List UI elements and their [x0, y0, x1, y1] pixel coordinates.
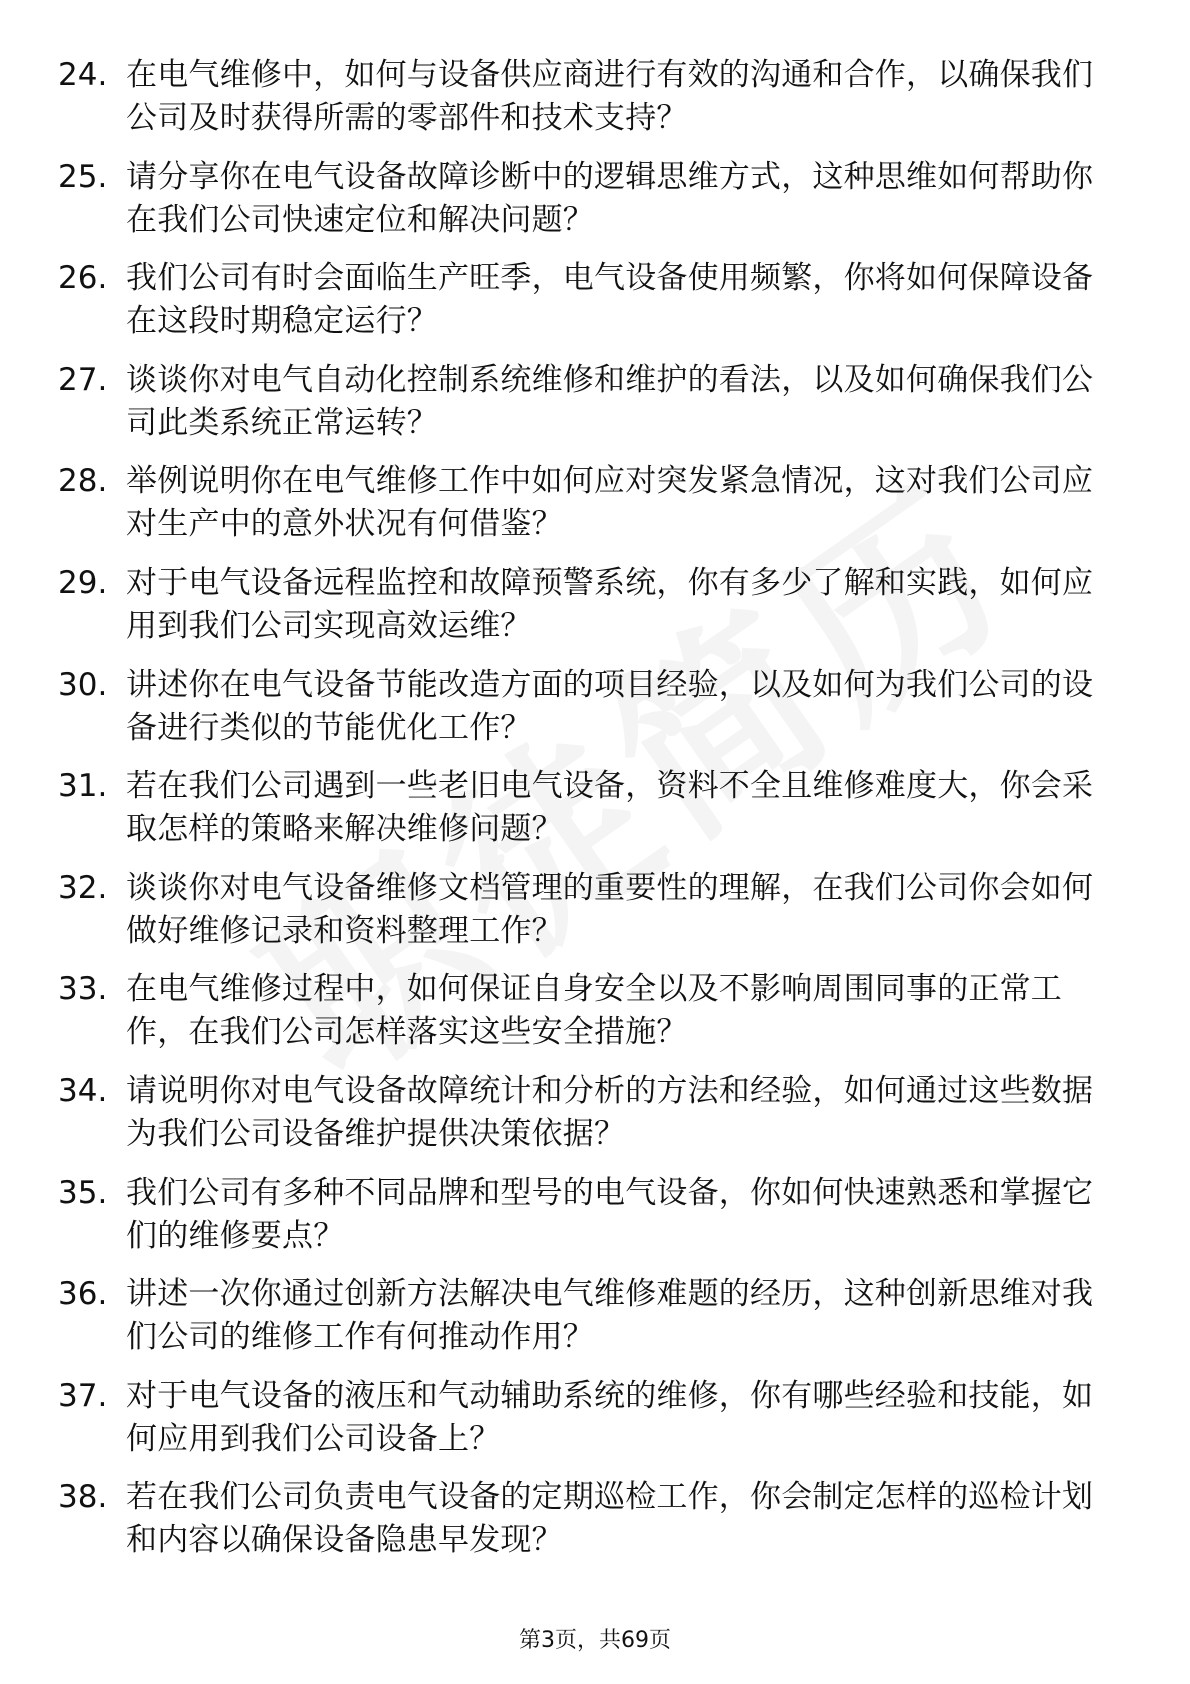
question-number: 30.: [58, 666, 108, 703]
question-text: 我们公司有多种不同品牌和型号的电气设备，你如何快速熟悉和掌握它们的维修要点？: [126, 1174, 1094, 1254]
question-text: 若在我们公司遇到一些老旧电气设备，资料不全且维修难度大，你会采取怎样的策略来解决维修问题？: [126, 768, 1094, 848]
question-number: 33.: [58, 971, 108, 1008]
question-number: 26.: [58, 260, 108, 297]
question-item: [58, 257, 1118, 359]
question-number: 32.: [58, 869, 108, 906]
question-text: 请说明你对电气设备故障统计和分析的方法和经验，如何通过这些数据为我们公司设备维护提供决策依据？: [126, 1072, 1094, 1152]
question-item: [58, 1273, 1118, 1375]
question-text: 谈谈你对电气设备维修文档管理的重要性的理解，在我们公司你会如何做好维修记录和资料整理工作？: [126, 869, 1094, 949]
question-item: [58, 54, 1118, 156]
question-text: 对于电气设备远程监控和故障预警系统，你有多少了解和实践，如何应用到我们公司实现高效运维？: [126, 564, 1094, 644]
question-text: 在电气维修过程中，如何保证自身安全以及不影响周围同事的正常工作，在我们公司怎样落实这些安全措施？: [126, 971, 1062, 1051]
question-text: 讲述一次你通过创新方法解决电气维修难题的经历，这种创新思维对我们公司的维修工作有何推动作用？: [126, 1276, 1094, 1356]
question-item: [58, 968, 1118, 1070]
question-text: 对于电气设备的液压和气动辅助系统的维修，你有哪些经验和技能，如何应用到我们公司设备上？: [126, 1377, 1094, 1457]
question-item: [58, 562, 1118, 664]
question-text: 若在我们公司负责电气设备的定期巡检工作，你会制定怎样的巡检计划和内容以确保设备隐患早发现？: [126, 1479, 1094, 1559]
question-list: [58, 54, 1118, 1578]
question-number: 29.: [58, 564, 108, 601]
question-number: 38.: [58, 1479, 108, 1516]
question-number: 27.: [58, 361, 108, 398]
question-item: [58, 1375, 1118, 1477]
question-item: [58, 1476, 1118, 1578]
question-item: [58, 359, 1118, 461]
question-item: [58, 1070, 1118, 1172]
question-number: 37.: [58, 1377, 108, 1414]
question-item: [58, 156, 1118, 258]
question-number: 36.: [58, 1276, 108, 1313]
page-footer: 第3页，共69页: [519, 1628, 671, 1653]
question-item: [58, 867, 1118, 969]
question-text: 举例说明你在电气维修工作中如何应对突发紧急情况，这对我们公司应对生产中的意外状况有何借鉴？: [126, 463, 1094, 543]
question-text: 谈谈你对电气自动化控制系统维修和维护的看法，以及如何确保我们公司此类系统正常运转？: [126, 361, 1094, 441]
question-item: [58, 1172, 1118, 1274]
question-text: 讲述你在电气设备节能改造方面的项目经验，以及如何为我们公司的设备进行类似的节能优化工作？: [126, 666, 1094, 746]
question-number: 28.: [58, 463, 108, 500]
question-item: [58, 765, 1118, 867]
question-item: [58, 460, 1118, 562]
question-text: 在电气维修中，如何与设备供应商进行有效的沟通和合作，以确保我们公司及时获得所需的零部件和技术支持？: [126, 57, 1094, 136]
question-number: 35.: [58, 1174, 108, 1211]
question-text: 我们公司有时会面临生产旺季，电气设备使用频繁，你将如何保障设备在这段时期稳定运行？: [126, 260, 1094, 340]
question-number: 31.: [58, 768, 108, 805]
question-number: 34.: [58, 1072, 108, 1109]
question-item: [58, 664, 1118, 766]
question-number: 24.: [58, 57, 108, 93]
question-text: 请分享你在电气设备故障诊断中的逻辑思维方式，这种思维如何帮助你在我们公司快速定位和解决问题？: [126, 158, 1094, 238]
question-number: 25.: [58, 158, 108, 195]
